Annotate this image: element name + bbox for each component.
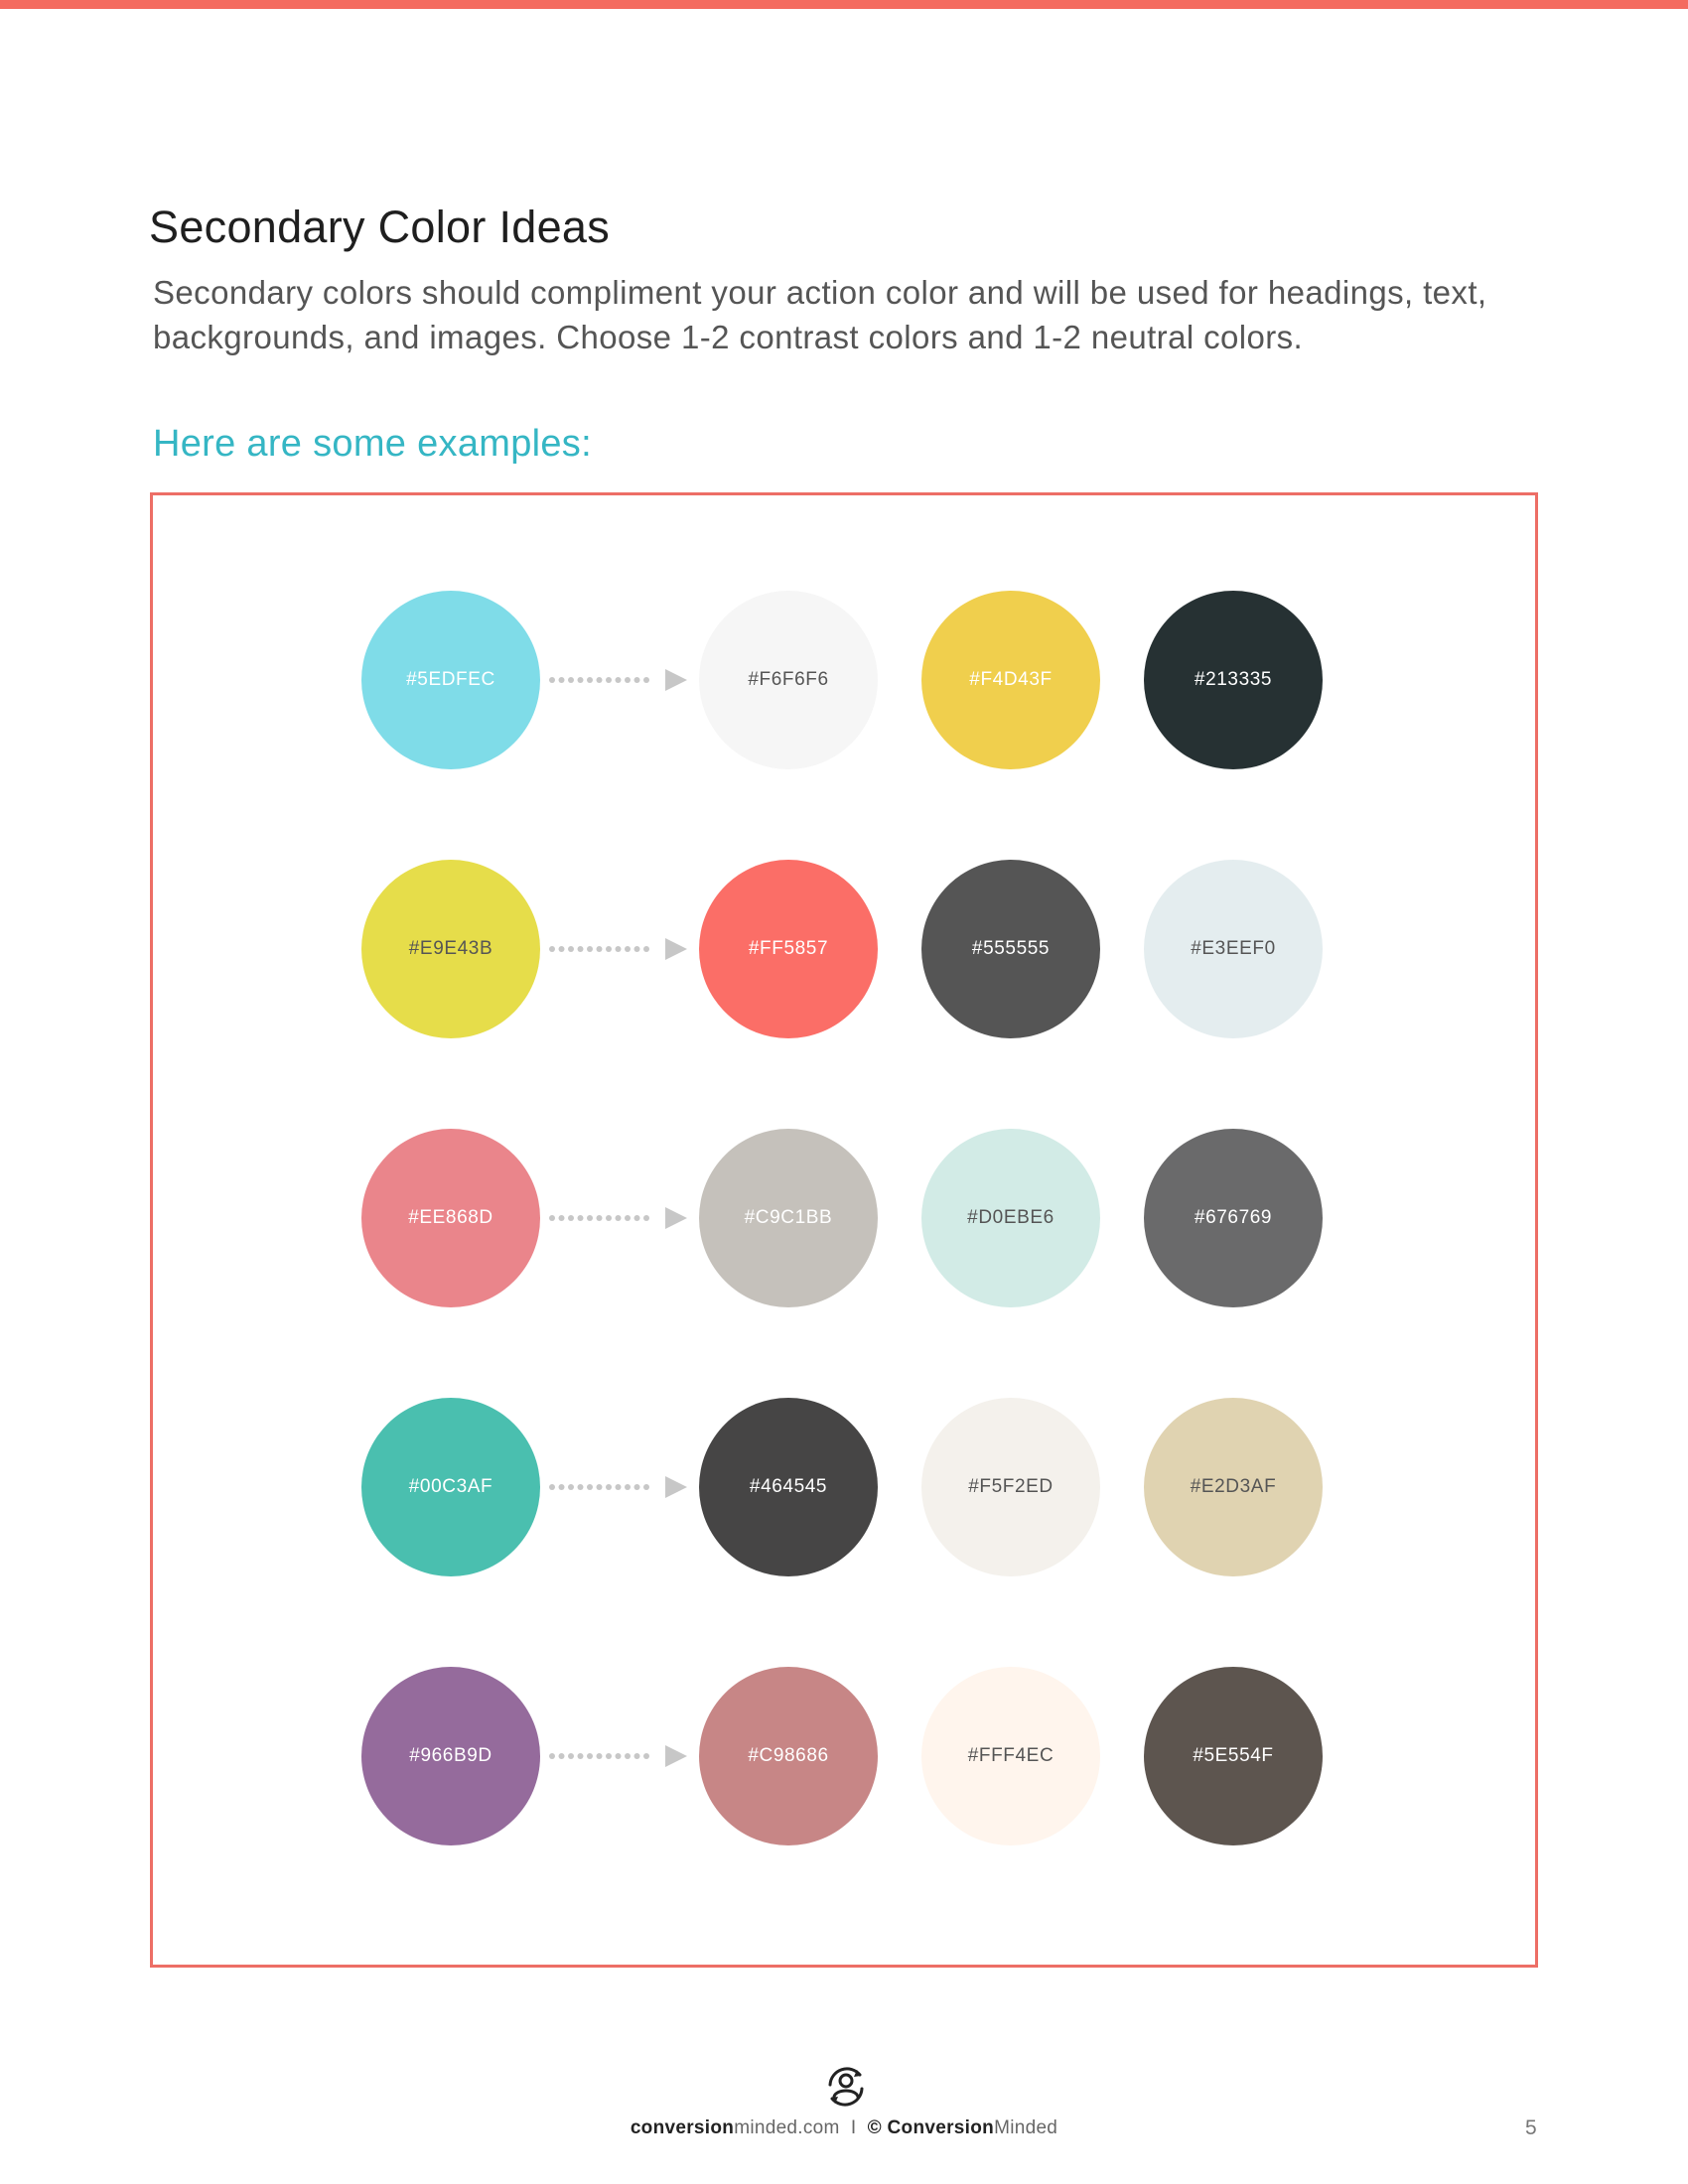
footer-site-light: minded.com	[734, 2117, 840, 2138]
copyright-symbol: ©	[867, 2117, 882, 2138]
footer-brand-bold: Conversion	[887, 2117, 995, 2138]
color-swatch: #D0EBE6	[921, 1129, 1100, 1307]
swatch-frame	[150, 492, 1538, 1968]
color-swatch: #E2D3AF	[1144, 1398, 1323, 1576]
color-swatch: #555555	[921, 860, 1100, 1038]
color-swatch: #E3EEF0	[1144, 860, 1323, 1038]
conversion-minded-logo-icon	[824, 2067, 868, 2107]
color-swatch: #464545	[699, 1398, 878, 1576]
page-title: Secondary Color Ideas	[149, 202, 611, 252]
palette-row	[153, 860, 1535, 1038]
dotted-arrow-icon	[548, 1472, 692, 1502]
color-swatch: #213335	[1144, 591, 1323, 769]
footer-credit	[0, 2117, 1688, 2139]
footer-brand-light: Minded	[994, 2117, 1058, 2138]
color-swatch: #F5F2ED	[921, 1398, 1100, 1576]
color-swatch: #E9E43B	[361, 860, 540, 1038]
color-swatch: #5EDFEC	[361, 591, 540, 769]
footer-separator: I	[850, 2117, 857, 2138]
color-swatch: #FFF4EC	[921, 1667, 1100, 1845]
examples-heading: Here are some examples:	[153, 423, 592, 465]
color-swatch: #00C3AF	[361, 1398, 540, 1576]
color-swatch: #C9C1BB	[699, 1129, 878, 1307]
palette-row	[153, 591, 1535, 769]
color-swatch: #F4D43F	[921, 591, 1100, 769]
color-swatch: #EE868D	[361, 1129, 540, 1307]
palette-row	[153, 1398, 1535, 1576]
color-swatch: #5E554F	[1144, 1667, 1323, 1845]
dotted-arrow-icon	[548, 934, 692, 964]
color-swatch: #676769	[1144, 1129, 1323, 1307]
top-accent-bar	[0, 0, 1688, 9]
palette-row	[153, 1129, 1535, 1307]
dotted-arrow-icon	[548, 1741, 692, 1771]
dotted-arrow-icon	[548, 665, 692, 695]
page-number: 5	[1525, 2116, 1537, 2139]
intro-paragraph: Secondary colors should compliment your action color and will be used for headings, text, backgrounds, and images. Choose 1-2 contrast colors and 1-2 neutral colors.	[153, 274, 1487, 355]
dotted-arrow-icon	[548, 1203, 692, 1233]
color-swatch: #C98686	[699, 1667, 878, 1845]
color-swatch: #FF5857	[699, 860, 878, 1038]
color-swatch: #966B9D	[361, 1667, 540, 1845]
palette-row	[153, 1667, 1535, 1845]
footer-site-bold: conversion	[630, 2117, 735, 2138]
color-swatch: #F6F6F6	[699, 591, 878, 769]
